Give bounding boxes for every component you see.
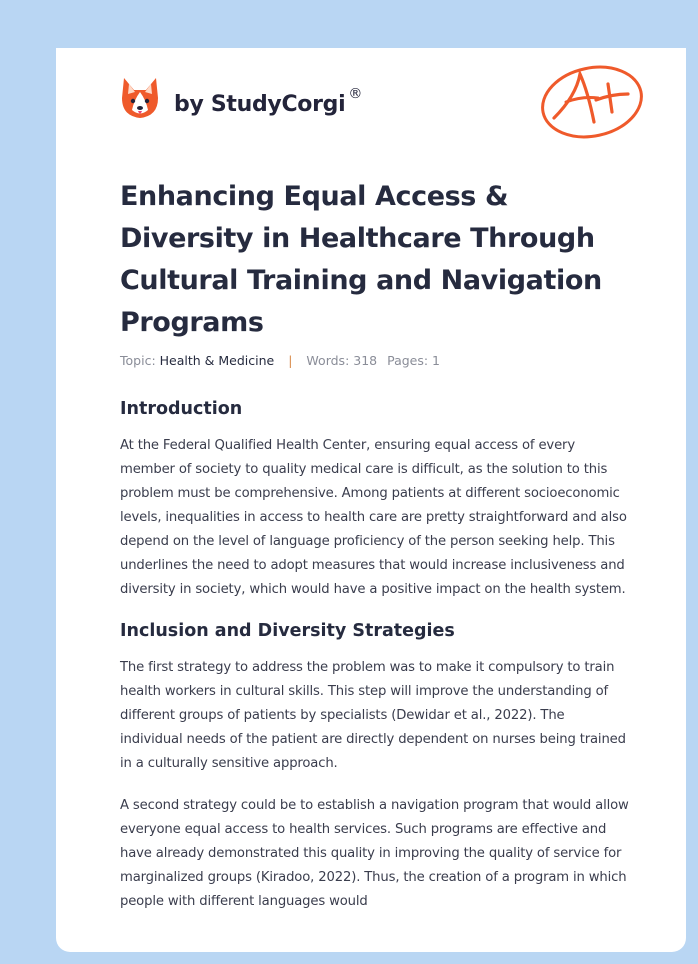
word-count: Words: 318 (306, 353, 378, 368)
document-title: Enhancing Equal Access & Diversity in Healthcare Through Cultural Training and Navigation Programs (120, 181, 602, 338)
section-heading: Introduction (120, 399, 243, 419)
registered-mark: ® (348, 86, 363, 102)
document-meta (120, 353, 440, 368)
corgi-logo-icon (120, 76, 160, 120)
page-count: Pages: 1 (387, 353, 441, 368)
brand-name[interactable] (174, 86, 363, 117)
document-body (120, 394, 630, 914)
meta-separator: | (288, 353, 293, 368)
brand-text: by StudyCorgi (174, 92, 346, 117)
topic-link[interactable]: Health & Medicine (159, 353, 275, 368)
paragraph: A second strategy could be to establish a navigation program that would allow everyone equal access to health services. Such programs are effective and have already demonstrated this quality in improving the quality of service for marginalized groups (Kiradoo, 2022). Thus, the creation of a program in which people with different languages would (120, 798, 629, 909)
document-page (56, 48, 686, 952)
paragraph: At the Federal Qualified Health Center, ensuring equal access of every member of society to quality medical care is difficult, as the solution to this problem must be comprehensive. Among patients at different socioeconomic levels, inequalities in access to health care are pretty straightforward and also depend on the level of language proficiency of the person seeking help. This underlines the need to adopt measures that would increase inclusiveness and diversity in society, which would have a positive impact on the health system. (120, 438, 627, 597)
topic-label: Topic: (120, 353, 156, 368)
a-plus-icon (536, 56, 652, 142)
section-heading: Inclusion and Diversity Strategies (120, 621, 455, 641)
paragraph: The first strategy to address the problem was to make it compulsory to train health workers in cultural skills. This step will improve the understanding of different groups of patients by specialists (Dewidar et al., 2022). The individual needs of the patient are directly dependent on nurses being trained in a culturally sensitive approach. (120, 660, 626, 771)
